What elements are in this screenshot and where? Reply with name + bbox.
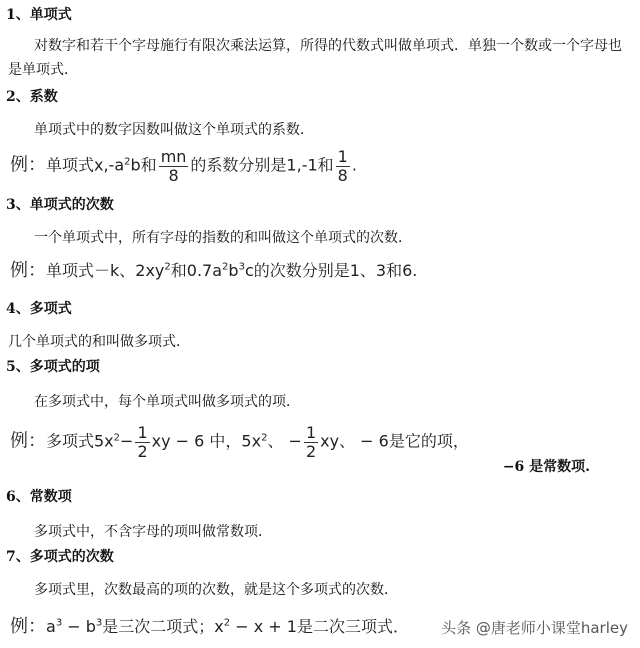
example-polynomial-terms: 例：多项式$5x^2-$ $\frac{1}{2}$ xy − 6 中，$5x^2$、 − $\frac{1}{2}$ xy、 − 6是它的项， (10, 423, 469, 461)
fraction: $\frac{1}{2}$ (305, 423, 317, 461)
heading-3: 3、单项式的次数 (6, 197, 114, 213)
fraction: $\frac{1}{8}$ (337, 147, 348, 185)
watermark: 头条 @唐老师小课堂harley (441, 619, 628, 637)
example-label: 例： (10, 260, 46, 281)
fraction: $\frac{1}{2}$ (137, 423, 148, 461)
definition-constant-term: 多项式中，不含字母的项叫做常数项． (34, 524, 272, 540)
heading-5: 5、多项式的项 (6, 359, 100, 375)
example-polynomial-degree: 例：$a^3 - b^3$是三次二项式；$x^2 - x + 1$是二次三项式． (10, 616, 409, 637)
heading-1: 1、单项式 (6, 7, 72, 23)
heading-7: 7、多项式的次数 (6, 549, 114, 565)
definition-coefficient: 单项式中的数字因数叫做这个单项式的系数． (34, 122, 314, 138)
heading-6: 6、常数项 (6, 489, 72, 505)
example-label: 例： (10, 616, 46, 637)
example-degree: 例：单项式－k、$2xy^2$和$0.7a^2b^3c$的次数分别是1、3和6. (10, 260, 418, 281)
definition-polynomial-term: 在多项式中，每个单项式叫做多项式的项． (34, 394, 300, 410)
example-coefficient: 例：单项式$x,-a^2b$和 $\frac{mn}{8}$ 的系数分别是1,-1和 $\frac{1}{8}$ . (10, 147, 357, 185)
definition-polynomial-degree: 多项式里，次数最高的项的次数，就是这个多项式的次数． (34, 582, 398, 598)
definition-polynomial: 几个单项式的和叫做多项式． (8, 334, 190, 350)
heading-2: 2、系数 (6, 89, 58, 105)
definition-degree: 一个单项式中，所有字母的指数的和叫做这个单项式的次数． (34, 230, 412, 246)
example-label: 例： (10, 154, 46, 176)
constant-term-note: −6 是常数项. (502, 459, 590, 475)
definition-monomial: 对数字和若干个字母施行有限次乘法运算，所得的代数式叫做单项式．单独一个数或一个字母也是单项式． (8, 38, 622, 78)
fraction: $\frac{mn}{8}$ (160, 147, 187, 185)
heading-4: 4、多项式 (6, 301, 72, 317)
example-label: 例： (10, 430, 46, 452)
